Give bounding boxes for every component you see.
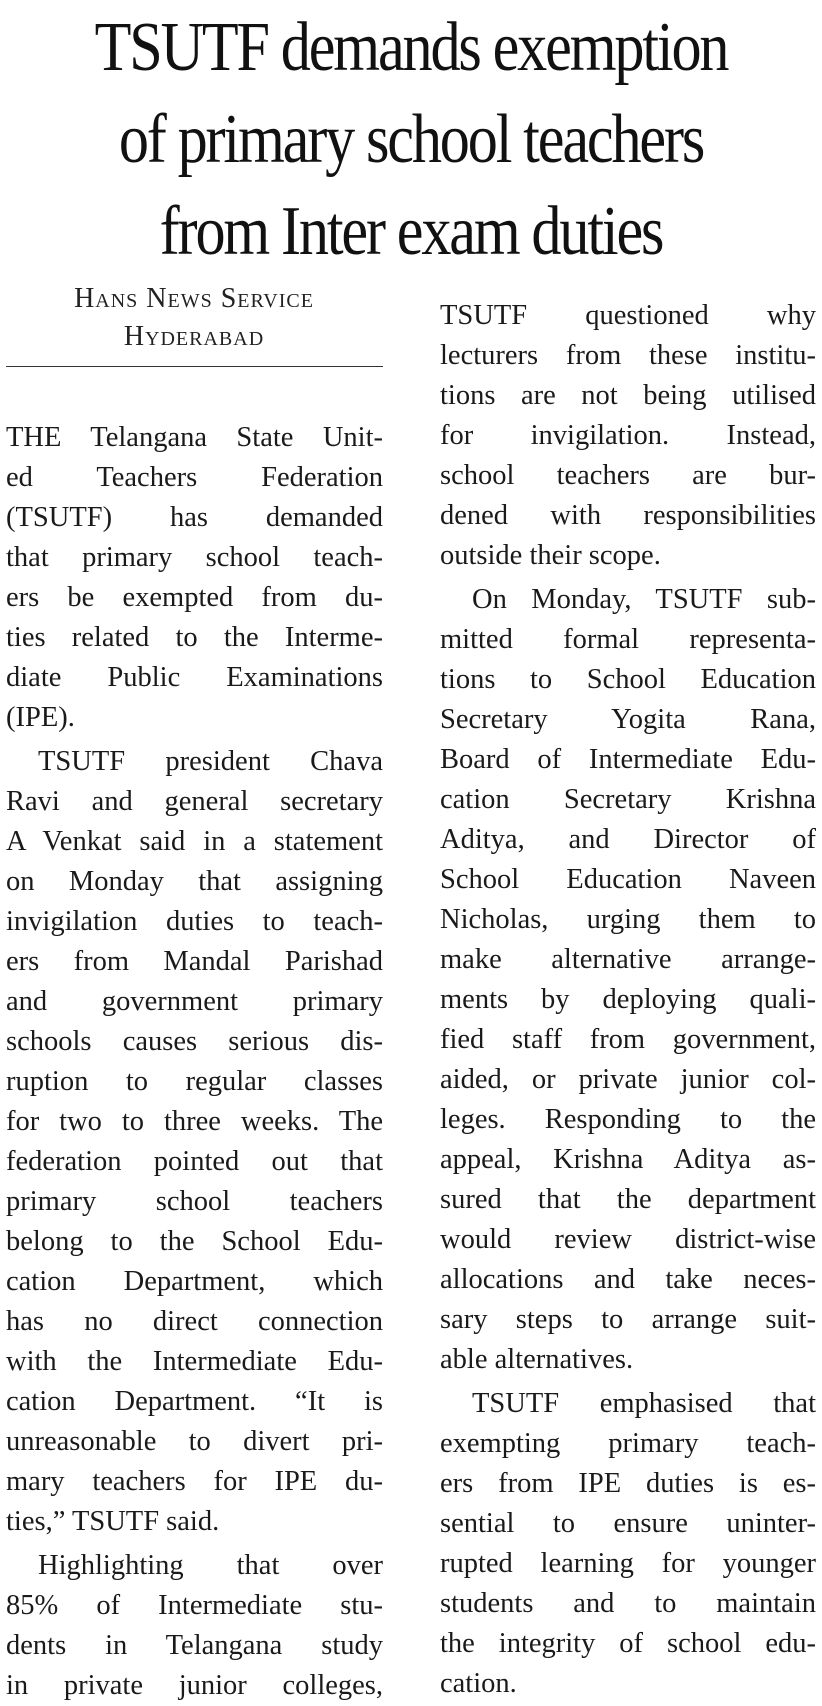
paragraph-line: TSUTF president Chava bbox=[38, 746, 383, 777]
paragraph-line: for invigilation. Instead, bbox=[440, 420, 816, 451]
paragraph-line: has no direct connection bbox=[6, 1306, 383, 1337]
headline-line: from Inter exam duties bbox=[159, 193, 663, 270]
byline-divider bbox=[6, 366, 383, 367]
paragraph-line: diate Public Examinations bbox=[6, 662, 383, 693]
paragraph-line: ers from Mandal Parishad bbox=[6, 946, 383, 977]
paragraph-line: tions to School Education bbox=[440, 664, 816, 695]
article-paragraph bbox=[440, 1384, 816, 1704]
paragraph-line: dents in Telangana study bbox=[6, 1630, 383, 1661]
paragraph-line: fied staff from government, bbox=[440, 1024, 816, 1055]
paragraph-line: ties related to the Interme- bbox=[6, 622, 383, 653]
paragraph-line: aided, or private junior col- bbox=[440, 1064, 816, 1095]
paragraph-line: cation Department, which bbox=[6, 1266, 383, 1297]
paragraph-line: Nicholas, urging them to bbox=[440, 904, 816, 935]
paragraph-line: mitted formal representa- bbox=[440, 624, 816, 655]
paragraph-line: ers be exempted from du- bbox=[6, 582, 383, 613]
paragraph-line: Board of Intermediate Edu- bbox=[440, 744, 816, 775]
paragraph-line: school teachers are bur- bbox=[440, 460, 816, 491]
paragraph-line: for two to three weeks. The bbox=[6, 1106, 383, 1137]
paragraph-line: able alternatives. bbox=[440, 1344, 634, 1375]
paragraph-line: federation pointed out that bbox=[6, 1146, 383, 1177]
article-column-left bbox=[6, 418, 383, 1706]
paragraph-line: exempting primary teach- bbox=[440, 1428, 816, 1459]
paragraph-line: ruption to regular classes bbox=[6, 1066, 383, 1097]
paragraph-line: lecturers from these institu- bbox=[440, 340, 816, 371]
paragraph-line: (IPE). bbox=[6, 702, 75, 733]
paragraph-line: with the Intermediate Edu- bbox=[6, 1346, 383, 1377]
paragraph-line: A Venkat said in a statement bbox=[6, 826, 383, 857]
paragraph-line: belong to the School Edu- bbox=[6, 1226, 383, 1257]
article-paragraph bbox=[440, 580, 816, 1380]
paragraph-line: cation Department. “It is bbox=[6, 1386, 383, 1417]
paragraph-line: and government primary bbox=[6, 986, 383, 1017]
paragraph-line: that primary school teach- bbox=[6, 542, 383, 573]
paragraph-line: ties,” TSUTF said. bbox=[6, 1506, 220, 1537]
headline bbox=[58, 2, 765, 278]
article-column-right bbox=[440, 296, 816, 1704]
article-paragraph bbox=[6, 1546, 383, 1706]
paragraph-line: cation Secretary Krishna bbox=[440, 784, 816, 815]
paragraph-line: invigilation duties to teach- bbox=[6, 906, 383, 937]
paragraph-line: sured that the department bbox=[440, 1184, 816, 1215]
headline-line: TSUTF demands exemption bbox=[94, 9, 728, 86]
article-paragraph bbox=[6, 742, 383, 1542]
paragraph-line: outside their scope. bbox=[440, 540, 661, 571]
paragraph-line: ments by deploying quali- bbox=[440, 984, 816, 1015]
paragraph-line: cation. bbox=[440, 1668, 517, 1699]
paragraph-line: unreasonable to divert pri- bbox=[6, 1426, 383, 1457]
byline-location: Hyderabad bbox=[123, 321, 265, 352]
article-paragraph bbox=[440, 296, 816, 576]
paragraph-line: (TSUTF) has demanded bbox=[6, 502, 383, 533]
paragraph-line: appeal, Krishna Aditya as- bbox=[440, 1144, 816, 1175]
paragraph-line: On Monday, TSUTF sub- bbox=[472, 584, 816, 615]
paragraph-line: rupted learning for younger bbox=[440, 1548, 816, 1579]
paragraph-line: 85% of Intermediate stu- bbox=[6, 1590, 383, 1621]
paragraph-line: mary teachers for IPE du- bbox=[6, 1466, 383, 1497]
paragraph-line: sential to ensure uninter- bbox=[440, 1508, 816, 1539]
paragraph-line: dened with responsibilities bbox=[440, 500, 816, 531]
paragraph-line: TSUTF questioned why bbox=[440, 300, 816, 331]
paragraph-line: allocations and take neces- bbox=[440, 1264, 816, 1295]
paragraph-line: Aditya, and Director of bbox=[440, 824, 816, 855]
article-paragraph bbox=[6, 418, 383, 738]
paragraph-line: Highlighting that over bbox=[38, 1550, 383, 1581]
paragraph-line: would review district-wise bbox=[440, 1224, 816, 1255]
paragraph-line: on Monday that assigning bbox=[6, 866, 383, 897]
paragraph-line: Ravi and general secretary bbox=[6, 786, 383, 817]
paragraph-line: TSUTF emphasised that bbox=[472, 1388, 816, 1419]
paragraph-line: the integrity of school edu- bbox=[440, 1628, 816, 1659]
paragraph-line: School Education Naveen bbox=[440, 864, 816, 895]
paragraph-line: schools causes serious dis- bbox=[6, 1026, 383, 1057]
paragraph-line: ed Teachers Federation bbox=[6, 462, 383, 493]
paragraph-line: leges. Responding to the bbox=[440, 1104, 816, 1135]
paragraph-line: ers from IPE duties is es- bbox=[440, 1468, 816, 1499]
paragraph-line: Secretary Yogita Rana, bbox=[440, 704, 816, 735]
paragraph-line: in private junior colleges, bbox=[6, 1670, 383, 1701]
paragraph-line: tions are not being utilised bbox=[440, 380, 816, 411]
byline bbox=[6, 280, 382, 356]
paragraph-line: sary steps to arrange suit- bbox=[440, 1304, 816, 1335]
paragraph-line: make alternative arrange- bbox=[440, 944, 816, 975]
headline-line: of primary school teachers bbox=[118, 101, 704, 178]
byline-agency: Hans News Service bbox=[74, 283, 314, 314]
paragraph-line: THE Telangana State Unit- bbox=[6, 422, 383, 453]
paragraph-line: students and to maintain bbox=[440, 1588, 816, 1619]
paragraph-line: primary school teachers bbox=[6, 1186, 383, 1217]
